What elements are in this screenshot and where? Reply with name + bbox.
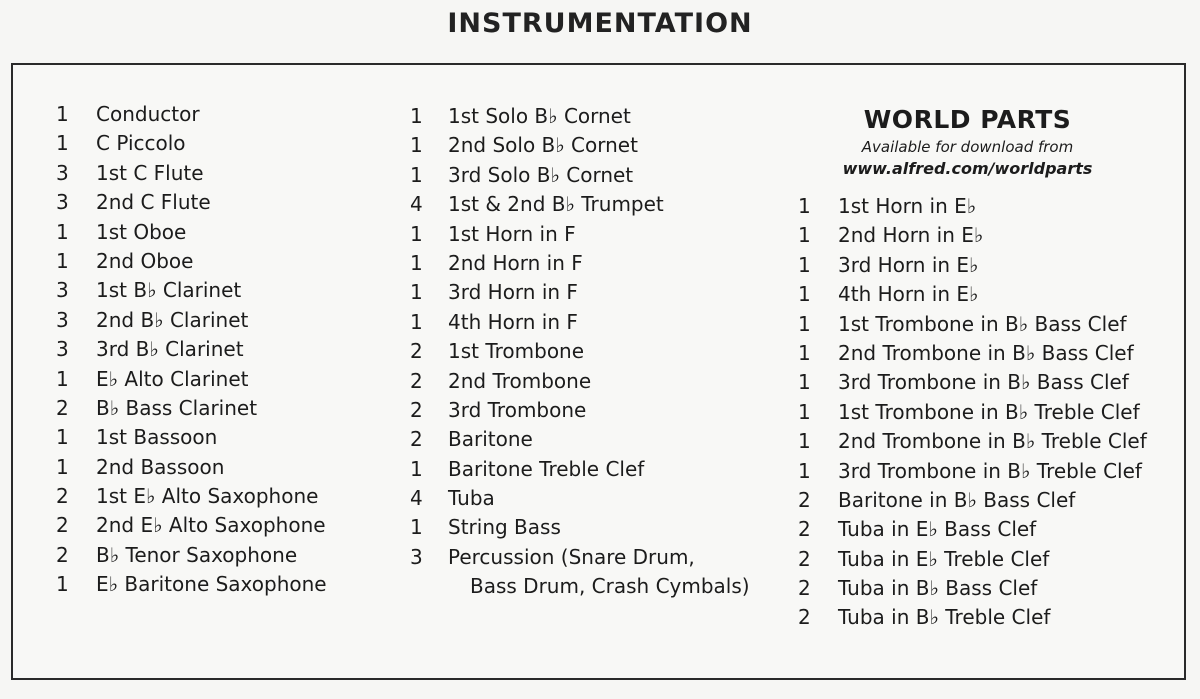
instrument-name: C Piccolo (96, 131, 186, 156)
part-quantity: 2 (798, 487, 811, 512)
instrument-name: 3rd Trombone (448, 397, 587, 422)
instrument-name: 2nd Bassoon (96, 454, 225, 479)
instrument-name: Percussion (Snare Drum, (448, 544, 695, 569)
instrument-name: 1st & 2nd B♭ Trumpet (448, 192, 664, 217)
instrument-name: 3rd Solo B♭ Cornet (448, 162, 634, 187)
world-parts-title: WORLD PARTS (863, 105, 1072, 134)
instrument-name: 3rd B♭ Clarinet (96, 337, 244, 362)
part-quantity: 1 (410, 250, 423, 275)
world-parts-subtitle: Available for download from (861, 138, 1074, 156)
instrument-name: Baritone in B♭ Bass Clef (838, 487, 1076, 512)
part-quantity: 2 (56, 513, 69, 538)
part-quantity: 3 (56, 278, 69, 303)
part-quantity: 1 (56, 102, 69, 126)
part-quantity: 1 (410, 133, 423, 158)
part-quantity: 1 (798, 399, 811, 424)
part-quantity: 1 (56, 248, 69, 273)
instrument-name: 3rd Trombone in B♭ Treble Clef (838, 458, 1142, 483)
instrument-name: 4th Horn in E♭ (838, 282, 979, 307)
part-quantity: 2 (410, 339, 423, 364)
instrument-name: Tuba in B♭ Treble Clef (838, 605, 1051, 630)
part-quantity: 3 (56, 160, 69, 185)
instrument-name: 1st B♭ Clarinet (96, 278, 242, 303)
instrument-name: 2nd Horn in E♭ (838, 223, 984, 248)
part-quantity: 1 (410, 104, 423, 128)
instrument-name: E♭ Baritone Saxophone (96, 572, 327, 597)
part-quantity: 1 (798, 311, 811, 336)
world-parts-header (840, 104, 1095, 180)
part-quantity: 2 (798, 517, 811, 542)
instrument-name: Tuba (448, 486, 495, 511)
instrument-name: 2nd Horn in F (448, 250, 583, 275)
part-quantity: 1 (410, 280, 423, 305)
part-quantity: 1 (410, 309, 423, 334)
instrument-name: 3rd Horn in F (448, 280, 578, 305)
instrument-name: 1st Horn in E♭ (838, 194, 977, 218)
part-quantity: 1 (798, 223, 811, 248)
instrument-name: 2nd E♭ Alto Saxophone (96, 513, 326, 538)
instrument-name: 2nd Trombone in B♭ Bass Clef (838, 340, 1134, 365)
part-quantity: 1 (798, 282, 811, 307)
instrument-name: B♭ Tenor Saxophone (96, 542, 298, 567)
instrument-name: 4th Horn in F (448, 309, 578, 334)
part-quantity: 2 (410, 368, 423, 393)
instrument-name: 1st Horn in F (448, 221, 576, 246)
part-quantity: 3 (410, 544, 423, 569)
part-quantity: 2 (56, 395, 69, 420)
instrument-name: 2nd Solo B♭ Cornet (448, 133, 638, 158)
part-quantity: 4 (410, 192, 423, 217)
part-quantity: 1 (798, 252, 811, 277)
world-parts-url[interactable]: www.alfred.com/worldparts (842, 159, 1093, 178)
instrument-name: 1st C Flute (96, 160, 204, 185)
part-quantity: 2 (410, 427, 423, 452)
instrument-name: B♭ Bass Clarinet (96, 395, 258, 420)
instrument-name: Tuba in B♭ Bass Clef (838, 576, 1038, 601)
instrument-name-continuation: Bass Drum, Crash Cymbals) (470, 574, 750, 599)
part-quantity: 2 (798, 605, 811, 630)
part-quantity: 1 (56, 131, 69, 156)
instrument-name: 1st E♭ Alto Saxophone (96, 484, 319, 509)
instrument-name: 2nd Trombone (448, 368, 592, 393)
instrument-name: String Bass (448, 515, 561, 540)
part-quantity: 1 (798, 370, 811, 395)
part-quantity: 1 (56, 366, 69, 391)
instrument-name: Baritone Treble Clef (448, 456, 645, 481)
instrument-name: E♭ Alto Clarinet (96, 366, 249, 391)
instrument-name: Baritone (448, 427, 533, 452)
instrument-name: 1st Trombone (448, 339, 585, 364)
instrument-name: 1st Oboe (96, 219, 187, 244)
instrument-name: 2nd Oboe (96, 248, 194, 273)
part-quantity: 1 (56, 219, 69, 244)
part-quantity: 2 (56, 542, 69, 567)
instrument-name: 3rd Horn in E♭ (838, 252, 979, 277)
part-quantity: 1 (798, 458, 811, 483)
part-quantity: 2 (56, 484, 69, 509)
part-quantity: 3 (56, 337, 69, 362)
part-quantity: 1 (410, 515, 423, 540)
part-quantity: 3 (56, 190, 69, 215)
instrument-name: 1st Trombone in B♭ Treble Clef (838, 399, 1140, 424)
part-quantity: 1 (410, 162, 423, 187)
part-quantity: 1 (410, 221, 423, 246)
part-quantity: 2 (798, 576, 811, 601)
instrument-name: 3rd Trombone in B♭ Bass Clef (838, 370, 1129, 395)
part-quantity: 1 (56, 572, 69, 597)
part-quantity: 2 (798, 546, 811, 571)
instrument-name: 1st Bassoon (96, 425, 218, 450)
part-quantity: 1 (410, 456, 423, 481)
part-quantity: 3 (56, 307, 69, 332)
part-quantity: 1 (798, 194, 811, 218)
instrument-name: 2nd C Flute (96, 190, 211, 215)
instrument-name: 2nd B♭ Clarinet (96, 307, 249, 332)
part-quantity: 4 (410, 486, 423, 511)
part-quantity: 1 (798, 429, 811, 454)
instrument-name: 2nd Trombone in B♭ Treble Clef (838, 429, 1147, 454)
part-quantity: 1 (56, 425, 69, 450)
instrument-name: Tuba in E♭ Treble Clef (838, 546, 1050, 571)
instrument-name: Tuba in E♭ Bass Clef (838, 517, 1037, 542)
page-title: INSTRUMENTATION (447, 8, 753, 39)
instrument-name: 1st Solo B♭ Cornet (448, 104, 631, 128)
part-quantity: 1 (56, 454, 69, 479)
part-quantity: 1 (798, 340, 811, 365)
part-quantity: 2 (410, 397, 423, 422)
instrument-name: 1st Trombone in B♭ Bass Clef (838, 311, 1127, 336)
instrument-name: Conductor (96, 102, 200, 126)
